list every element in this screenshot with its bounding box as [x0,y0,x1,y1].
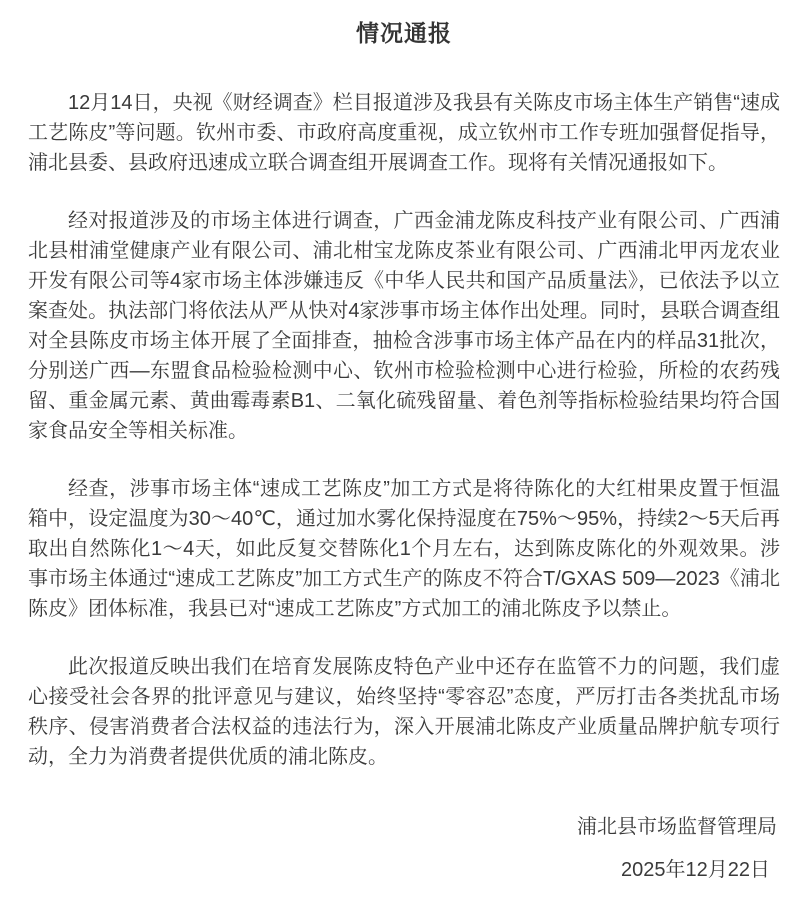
paragraph-process-findings: 经查，涉事市场主体“速成工艺陈皮”加工方式是将待陈化的大红柑果皮置于恒温箱中，设定温度为30～40℃，通过加水雾化保持湿度在75%～95%，持续2～5天后再取出自然陈化1～4天，如此反复交替陈化1个月左右，达到陈皮陈化的外观效果。涉事市场主体通过“速成工艺陈皮”加工方式生产的陈皮不符合T/GXAS 509—2023《浦北陈皮》团体标准，我县已对“速成工艺陈皮”方式加工的浦北陈皮予以禁止。 [28,478,780,620]
issue-date: 2025年12月22日 [621,859,770,881]
document-title: 情况通报 [356,20,452,46]
issuer-signature: 浦北县市场监督管理局 [577,816,777,838]
paragraph-intro: 12月14日，央视《财经调查》栏目报道涉及我县有关陈皮市场主体生产销售“速成工艺陈皮”等问题。钦州市委、市政府高度重视，成立钦州市工作专班加强督促指导，浦北县委、县政府迅速成立联合调查组开展调查工作。现将有关情况通报如下。 [28,92,780,174]
paragraph-investigation: 经对报道涉及的市场主体进行调查，广西金浦龙陈皮科技产业有限公司、广西浦北县柑浦堂健康产业有限公司、浦北柑宝龙陈皮茶业有限公司、广西浦北甲丙龙农业开发有限公司等4家市场主体涉嫌违反《中华人民共和国产品质量法》，已依法予以立案查处。执法部门将依法从严从快对4家涉事市场主体作出处理。同时，县联合调查组对全县陈皮市场主体开展了全面排查，抽检含涉事市场主体产品在内的样品31批次，分别送广西—东盟食品检验检测中心、钦州市检验检测中心进行检验，所检的农药残留、重金属元素、黄曲霉毒素B1、二氧化硫残留量、着色剂等指标检验结果均符合国家食品安全等相关标准。 [28,210,780,442]
document-footer [28,812,780,885]
paragraph-commitment: 此次报道反映出我们在培育发展陈皮特色产业中还存在监管不力的问题，我们虚心接受社会各界的批评意见与建议，始终坚持“零容忍”态度，严厉打击各类扰乱市场秩序、侵害消费者合法权益的违法行为，深入开展浦北陈皮产业质量品牌护航专项行动，全力为消费者提供优质的浦北陈皮。 [28,656,780,768]
document-body [28,88,780,772]
